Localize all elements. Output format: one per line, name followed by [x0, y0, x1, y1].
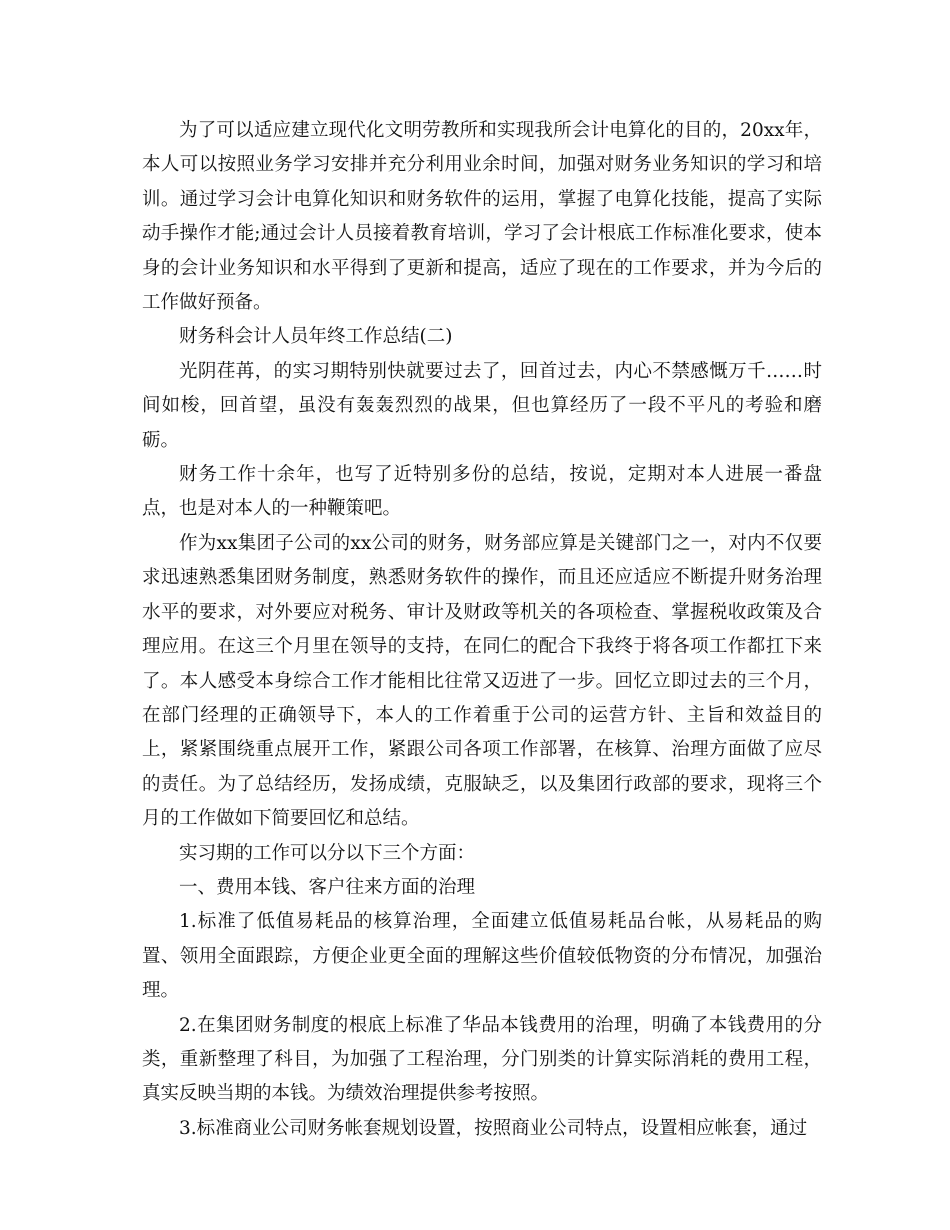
paragraph-role: 作为xx集团子公司的xx公司的财务，财务部应算是关键部门之一，对内不仅要求迅速熟悉集团财务制度，熟悉财务软件的操作，而且还应适应不断提升财务治理水平的要求，对外要应对税务、审计及财政等机关的各项检查、掌握税收政策及合理应用。在这三个月里在领导的支持，在同仁的配合下我终于将各项工作都扛下来了。本人感受本身综合工作才能相比往常又迈进了一步。回忆立即过去的三个月，在部门经理的正确领导下，本人的工作着重于公司的运营方针、主旨和效益目的上，紧紧围绕重点展开工作，紧跟公司各项工作部署，在核算、治理方面做了应尽的责任。为了总结经历，发扬成绩，克服缺乏，以及集团行政部的要求，现将三个月的工作做如下简要回忆和总结。 — [142, 532, 822, 830]
list-item-2: 2.在集团财务制度的根底上标准了华品本钱费用的治理，明确了本钱费用的分类，重新整理了科目，为加强了工程治理，分门别类的计算实际消耗的费用工程，真实反映当期的本钱。为绩效治理提供参考按照。 — [142, 1014, 822, 1105]
list-item-1: 1.标准了低值易耗品的核算治理，全面建立低值易耗品台帐，从易耗品的购置、领用全面跟踪，方便企业更全面的理解这些价值较低物资的分布情况，加强治理。 — [142, 911, 822, 1002]
subsection-title-cost: 一、费用本钱、客户往来方面的治理 — [179, 876, 476, 898]
paragraph-intro: 为了可以适应建立现代化文明劳教所和实现我所会计电算化的目的，20xx年，本人可以按照业务学习安排并充分利用业余时间，加强对财务业务知识的学习和培训。通过学习会计电算化知识和财务软件的运用，掌握了电算化技能，提高了实际动手操作才能;通过会计人员接着教育培训，学习了会计根底工作标准化要求，使本身的会计业务知识和水平得到了更新和提高，适应了现在的工作要求，并为今后的工作做好预备。 — [142, 120, 822, 314]
section-title: 财务科会计人员年终工作总结(二) — [179, 326, 453, 348]
list-item-3: 3.标准商业公司财务帐套规划设置，按照商业公司特点，设置相应帐套，通过 — [179, 1117, 808, 1139]
paragraph-time-passing: 光阴荏苒，的实习期特别快就要过去了，回首过去，内心不禁感慨万千……时间如梭，回首望，虽没有轰轰烈烈的战果，但也算经历了一段不平凡的考验和磨砺。 — [142, 360, 822, 451]
paragraph-three-aspects: 实习期的工作可以分以下三个方面： — [179, 842, 476, 864]
paragraph-ten-years: 财务工作十余年，也写了近特别多份的总结，按说，定期对本人进展一番盘点，也是对本人的一种鞭策吧。 — [142, 464, 822, 520]
document-body — [142, 114, 822, 1146]
